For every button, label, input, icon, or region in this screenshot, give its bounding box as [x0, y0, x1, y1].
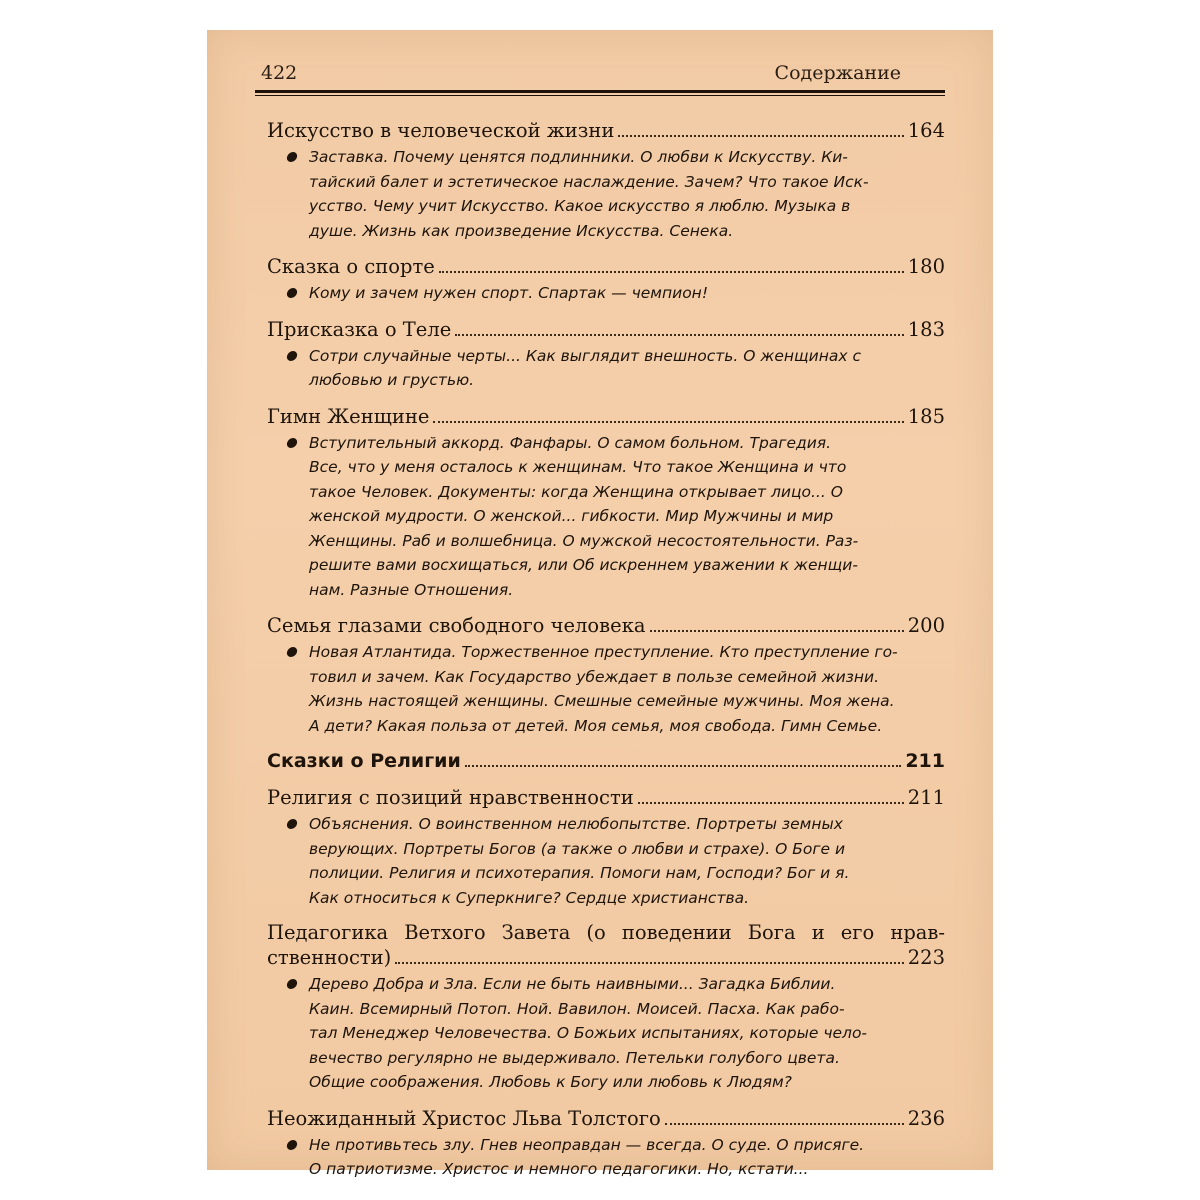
- entry-title-line: [267, 785, 945, 810]
- description-line: усство. Чему учит Искусство. Какое искусство я люблю. Музыка в: [309, 197, 851, 215]
- description-line: верующих. Портреты Богов (а также о любви и страхе). О Боге и: [309, 839, 846, 858]
- toc-entry: [267, 921, 945, 1095]
- bullet-icon: [286, 152, 298, 162]
- dot-leader: [665, 1123, 904, 1125]
- description-line: Кому и зачем нужен спорт. Спартак — чемпион!: [309, 284, 709, 302]
- entry-page-number: 223: [907, 946, 945, 969]
- bullet-icon: [286, 979, 298, 989]
- bullet-icon: [286, 288, 298, 298]
- entry-title: Сказка о спорте: [267, 255, 435, 278]
- entry-page-number: 211: [905, 750, 945, 772]
- entry-title: Присказка о Теле: [267, 317, 452, 341]
- description-line: Не противьтесь злу. Гнев неоправдан — всегда. О суде. О присяге.: [309, 1135, 865, 1154]
- description-line: Сотри случайные черты... Как выглядит внешность. О женщинах с: [309, 346, 861, 365]
- bullet-icon: [286, 351, 298, 361]
- entry-page-number: 185: [907, 404, 945, 428]
- entry-title: ственности): [267, 946, 392, 969]
- entry-page-number: 211: [907, 786, 945, 809]
- page-header: [255, 60, 945, 90]
- description-line: нам. Разные Отношения.: [309, 580, 514, 599]
- entry-title: Религия с позиций нравственности: [267, 786, 634, 809]
- dot-leader: [618, 135, 903, 137]
- description-line: тайский балет и эстетическое наслаждение. Зачем? Что такое Иск-: [309, 172, 869, 191]
- entry-title-line: [267, 317, 945, 342]
- entry-title-first-line: Педагогика Ветхого Завета (о поведении Бога и его нрав-: [267, 921, 945, 944]
- toc-section: [267, 749, 945, 774]
- entry-title-line: [267, 749, 945, 774]
- dot-leader: [395, 962, 903, 964]
- page-number: 422: [261, 62, 298, 84]
- running-title: Содержание: [774, 62, 901, 84]
- entry-page-number: 180: [907, 255, 945, 278]
- entry-title-line: [267, 404, 945, 429]
- entry-page-number: 164: [907, 119, 945, 142]
- header-rule: [255, 90, 945, 96]
- toc-entry: [267, 317, 945, 393]
- description-line: Новая Атлантида. Торжественное преступление. Кто преступление го-: [309, 643, 898, 661]
- entry-description: [309, 145, 945, 243]
- entry-title: Искусство в человеческой жизни: [267, 119, 615, 142]
- description-line: Каин. Всемирный Потоп. Ной. Вавилон. Моисей. Пасха. Как рабо-: [309, 999, 845, 1018]
- toc-entry: [267, 1106, 945, 1182]
- table-of-contents: [267, 118, 945, 1193]
- description-line: Все, что у меня осталось к женщинам. Что такое Женщина и что: [309, 458, 847, 476]
- description-line: Вступительный аккорд. Фанфары. О самом больном. Трагедия.: [309, 433, 832, 452]
- description-line: полиции. Религия и психотерапия. Помоги нам, Господи? Бог и я.: [309, 864, 850, 882]
- toc-entry: [267, 118, 945, 243]
- entry-title-line: [267, 1106, 945, 1131]
- book-page: [207, 30, 993, 1178]
- entry-title: Семья глазами свободного человека: [267, 614, 646, 637]
- dot-leader: [439, 271, 904, 273]
- bullet-icon: [286, 647, 298, 657]
- description-line: Заставка. Почему ценятся подлинники. О любви к Искусству. Ки-: [309, 148, 848, 166]
- toc-entry: [267, 785, 945, 910]
- description-line: такое Человек. Документы: когда Женщина открывает лицо... О: [309, 482, 843, 501]
- entry-description: [309, 1133, 945, 1182]
- entry-description: [309, 812, 945, 910]
- description-line: Общие соображения. Любовь к Богу или любовь к Людям?: [309, 1073, 792, 1091]
- description-line: Как относиться к Суперкниге? Сердце христианства.: [309, 888, 750, 907]
- description-line: А дети? Какая польза от детей. Моя семья, моя свобода. Гимн Семье.: [309, 716, 883, 735]
- entry-title: Сказки о Религии: [267, 750, 461, 772]
- bullet-icon: [286, 1140, 298, 1150]
- entry-page-number: 200: [907, 614, 945, 637]
- entry-description: [309, 640, 945, 738]
- toc-entry: [267, 613, 945, 738]
- entry-description: [309, 281, 945, 306]
- description-line: любовью и грустью.: [309, 371, 475, 389]
- description-line: решите вами восхищаться, или Об искреннем уважении к женщи-: [309, 556, 858, 574]
- entry-description: [309, 972, 945, 1095]
- entry-page-number: 183: [907, 317, 945, 341]
- dot-leader: [433, 421, 903, 423]
- dot-leader: [650, 630, 904, 632]
- entry-description: [309, 344, 945, 393]
- toc-entry: [267, 404, 945, 603]
- dot-leader: [465, 765, 902, 767]
- description-line: Женщины. Раб и волшебница. О мужской несостоятельности. Раз-: [309, 531, 859, 550]
- entry-title-line: [267, 945, 945, 970]
- description-line: Жизнь настоящей женщины. Смешные семейные мужчины. Моя жена.: [309, 692, 895, 710]
- description-line: женской мудрости. О женской... гибкости. Мир Мужчины и мир: [309, 507, 834, 525]
- dot-leader: [455, 334, 903, 336]
- entry-title-line: [267, 118, 945, 143]
- toc-entry: [267, 254, 945, 306]
- description-line: тал Менеджер Человечества. О Божьих испытаниях, которые чело-: [309, 1024, 868, 1042]
- bullet-icon: [286, 819, 298, 829]
- bullet-icon: [286, 438, 298, 448]
- description-line: О патриотизме. Христос и немного педагогики. Но, кстати...: [309, 1160, 809, 1178]
- description-line: вечество регулярно не выдерживало. Петельки голубого цвета.: [309, 1048, 840, 1067]
- entry-page-number: 236: [907, 1106, 945, 1130]
- entry-description: [309, 431, 945, 603]
- description-line: Объяснения. О воинственном нелюбопытстве. Портреты земных: [309, 815, 843, 833]
- entry-title: Гимн Женщине: [267, 404, 430, 428]
- entry-title: Неожиданный Христос Льва Толстого: [267, 1106, 661, 1130]
- description-line: товил и зачем. Как Государство убеждает в пользе семейной жизни.: [309, 667, 880, 686]
- entry-title-line: [267, 613, 945, 638]
- dot-leader: [638, 802, 904, 804]
- description-line: душе. Жизнь как произведение Искусства. Сенека.: [309, 221, 734, 240]
- description-line: Дерево Добра и Зла. Если не быть наивными... Загадка Библии.: [309, 975, 836, 993]
- entry-title-line: [267, 254, 945, 279]
